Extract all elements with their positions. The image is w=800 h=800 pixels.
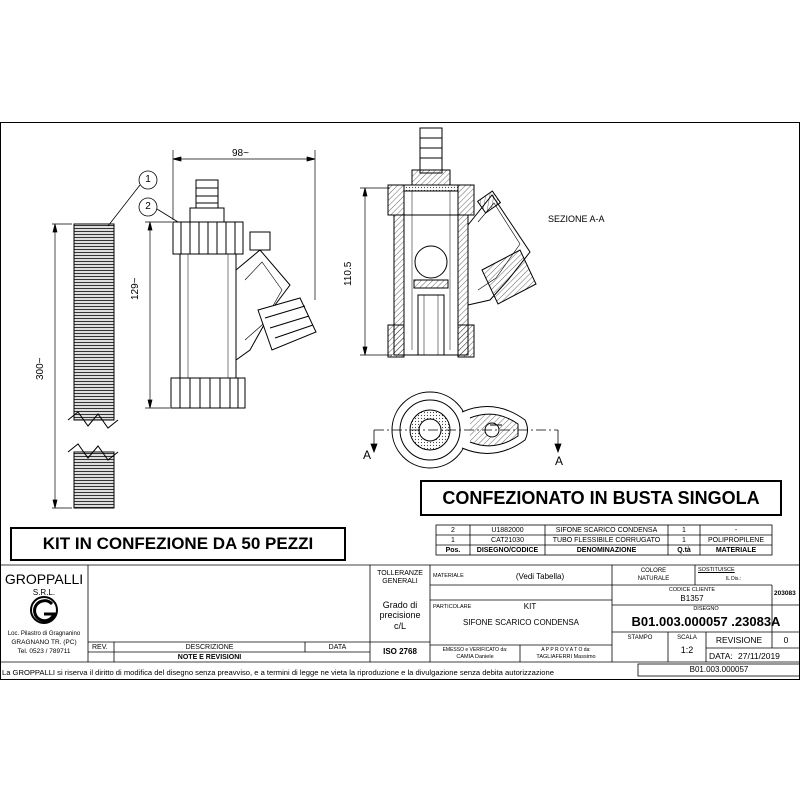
date-label: DATA: xyxy=(709,651,733,661)
bottom-drawing-code: B01.003.000057 xyxy=(689,665,749,674)
revision-label: REVISIONE xyxy=(715,635,763,645)
rev-footer: NOTE E REVISIONI xyxy=(177,654,242,661)
mold-label: STAMPO xyxy=(627,635,653,641)
trap-front-view xyxy=(171,180,316,408)
parts-header-material: MATERIALE xyxy=(715,547,757,554)
part-description: SIFONE SCARICO CONDENSA xyxy=(462,618,579,627)
scale-label: SCALA xyxy=(677,635,697,641)
dim-section-height: 110.5 xyxy=(343,261,354,286)
hose-dimension xyxy=(52,224,72,508)
section-title: SEZIONE A-A xyxy=(548,214,605,224)
drawing-number: B01.003.000057 .23083A xyxy=(631,614,781,629)
parts-row-1-qty: 1 xyxy=(682,527,686,534)
parts-header-code: DISEGNO/CODICE xyxy=(476,547,539,554)
issued-label: EMESSO e VERIFICATO da: xyxy=(442,647,508,653)
parts-row-2-code: CAT21030 xyxy=(491,537,524,544)
parts-row-1-name: SIFONE SCARICO CONDENSA xyxy=(555,527,658,534)
disclaimer: La GROPPALLI si riserva il diritto di modifica del disegno senza preavviso, e a termini di legge ne vieta la riproduzione e la divulgazione senza debita autorizzazione xyxy=(2,668,554,677)
color-label: COLORE xyxy=(640,568,667,574)
replaces-label: SOSTITUISCE xyxy=(698,567,735,573)
date-value: 27/11/2019 xyxy=(738,651,780,661)
client-code-label: CODICE CLIENTE xyxy=(668,587,716,593)
company-legal: S.R.L. xyxy=(32,588,56,597)
dim-width: 98~ xyxy=(232,148,249,159)
parts-row-2-qty: 1 xyxy=(682,537,686,544)
packaging-banner: CONFEZIONATO IN BUSTA SINGOLA xyxy=(420,480,782,516)
client-code: B1357 xyxy=(680,594,704,603)
approved-by: TAGLIAFERRI Massimo xyxy=(536,654,596,660)
parts-row-1-material: - xyxy=(734,527,738,534)
approved-label: A P P R O V A T O da: xyxy=(541,647,591,653)
parts-row-1-code: U1882000 xyxy=(491,527,524,534)
balloon-2-label: 2 xyxy=(145,201,151,212)
company-logo xyxy=(31,597,57,623)
revision-value: 0 xyxy=(783,635,789,645)
section-mark-left: A xyxy=(363,448,372,462)
precision-value: c/L xyxy=(393,621,406,631)
section-mark-right: A xyxy=(555,454,564,468)
issued-by: CAMIA Daniele xyxy=(456,654,494,660)
material-label: MATERIALE xyxy=(433,573,464,579)
section-view xyxy=(388,128,536,357)
drawing-label: DISEGNO xyxy=(693,606,719,612)
rev-col-date: DATA xyxy=(328,644,347,651)
parts-header-pos: Pos. xyxy=(445,547,461,554)
parts-row-2-material: POLIPROPILENE xyxy=(707,537,765,544)
section-dimension xyxy=(360,188,392,355)
balloon-1-label: 1 xyxy=(145,174,151,185)
particular-label: PARTICOLARE xyxy=(433,604,472,610)
parts-row-1-pos: 2 xyxy=(451,527,455,534)
color-value: NATURALE xyxy=(637,576,670,582)
parts-row-2-name: TUBO FLESSIBILE CORRUGATO xyxy=(552,537,661,544)
company-name: GROPPALLI xyxy=(4,571,84,587)
parts-row-2-pos: 1 xyxy=(451,537,455,544)
material-value: (Vedi Tabella) xyxy=(515,572,565,581)
particular-value: KIT xyxy=(523,602,537,611)
scale-value: 1:2 xyxy=(680,645,694,655)
company-address-1: Loc. Pilastro di Gragnanino xyxy=(7,631,81,637)
dim-body-height: 129~ xyxy=(130,277,141,300)
company-phone: Tel. 0523 / 789711 xyxy=(17,648,71,655)
replaces-value: IL Dis.: xyxy=(725,576,742,582)
parts-header-name: DENOMINAZIONE xyxy=(576,547,637,554)
precision-label: Grado di precisione xyxy=(379,600,421,621)
corrugated-hose xyxy=(68,224,118,508)
kit-banner: KIT IN CONFEZIONE DA 50 PEZZI xyxy=(10,527,346,561)
side-code: 203083 xyxy=(774,590,796,597)
tolerance-label: TOLLERANZE GENERALI xyxy=(377,570,423,585)
rev-col-desc: DESCRIZIONE xyxy=(185,644,234,651)
parts-header-qty: Q.tà xyxy=(677,547,691,554)
rev-col-rev: REV. xyxy=(92,644,108,651)
dim-hose-length: 300~ xyxy=(35,357,46,380)
iso-standard: ISO 2768 xyxy=(383,647,417,656)
company-address-2: GRAGNANO TR. (PC) xyxy=(11,639,77,646)
